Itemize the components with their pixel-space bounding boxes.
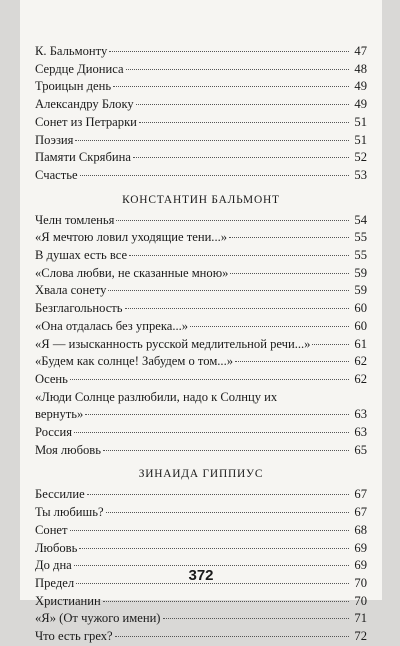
toc-entry <box>35 300 367 318</box>
toc-entry-page: 49 <box>354 97 367 112</box>
toc-entry-title: Сонет из Петрарки <box>35 114 137 129</box>
toc-entry-title: Александру Блоку <box>35 97 134 112</box>
toc-entry <box>35 61 367 79</box>
leader-dots <box>115 636 349 637</box>
leader-dots <box>113 86 349 87</box>
toc-entry <box>35 442 367 460</box>
toc-entry <box>35 149 367 167</box>
toc-entry <box>35 212 367 230</box>
toc-entry-title: Челн томленья <box>35 212 115 227</box>
toc-entry-title: Христианин <box>35 593 101 608</box>
toc-entry-page: 54 <box>354 212 367 227</box>
toc-entry-title: «Слова любви, не сказанные мною» <box>35 265 229 280</box>
toc-entry-title: Бессилие <box>35 487 85 502</box>
toc-entry <box>35 610 367 628</box>
leader-dots <box>125 308 349 309</box>
toc-entry <box>35 628 367 646</box>
toc-entry-page: 67 <box>354 505 367 520</box>
toc-entry-page: 51 <box>354 132 367 147</box>
leader-dots <box>312 344 349 345</box>
toc-entry-page: 59 <box>354 283 367 298</box>
toc-entry-title: Безглагольность <box>35 301 123 316</box>
toc-entry <box>35 282 367 300</box>
toc-entry-page: 60 <box>354 318 367 333</box>
toc-entry <box>35 353 367 371</box>
toc-entry-title: До дна <box>35 558 72 573</box>
toc-entry-page: 63 <box>354 407 367 422</box>
leader-dots <box>109 51 349 52</box>
toc-entry-page: 51 <box>354 114 367 129</box>
toc-entry <box>35 96 367 114</box>
toc-entry-page: 70 <box>354 575 367 590</box>
toc-entry <box>35 336 367 354</box>
toc-entry-page: 52 <box>354 150 367 165</box>
leader-dots <box>75 140 349 141</box>
toc-entry-title: Что есть грех? <box>35 629 113 644</box>
toc-group-balmont <box>35 212 367 460</box>
toc-entry-title: «Я» (От чужого имени) <box>35 611 161 626</box>
toc-entry-page: 62 <box>354 354 367 369</box>
toc-entry-title: «Будем как солнце! Забудем о том...» <box>35 354 234 369</box>
toc-entry <box>35 78 367 96</box>
toc-entry <box>35 593 367 611</box>
toc-entry-title: К. Бальмонту <box>35 44 108 58</box>
leader-dots <box>126 69 349 70</box>
toc-entry-title: Россия <box>35 425 73 440</box>
toc-entry-title: Любовь <box>35 540 78 555</box>
toc-entry-page: 61 <box>354 336 367 351</box>
toc-entry-title-line2: вернуть» <box>35 407 84 422</box>
toc-entry <box>35 265 367 283</box>
toc-entry-page: 53 <box>354 167 367 182</box>
toc-entry-title: Троицын день <box>35 79 112 94</box>
leader-dots <box>163 618 349 619</box>
leader-dots <box>87 494 349 495</box>
author-heading: ЗИНАИДА ГИППИУС <box>138 468 264 481</box>
leader-dots <box>133 157 349 158</box>
toc-entry-title: Поэзия <box>35 132 74 147</box>
toc-group-unnamed <box>35 43 367 185</box>
toc-entry-page: 55 <box>354 230 367 245</box>
toc-entry-page: 59 <box>354 265 367 280</box>
toc-entry-page: 55 <box>354 248 367 263</box>
toc-entry <box>35 522 367 540</box>
toc-entry-title: Моя любовь <box>35 442 101 457</box>
toc-entry-title: Сердце Диониса <box>35 61 124 76</box>
author-heading: КОНСТАНТИН БАЛЬМОНТ <box>122 193 280 206</box>
toc-entry-title: «Я мечтою ловил уходящие тени...» <box>35 230 228 245</box>
toc-entry-page: 70 <box>354 593 367 608</box>
toc-entry-title: Предел <box>35 575 75 590</box>
toc-entry-page: 69 <box>354 540 367 555</box>
toc-entry <box>35 43 367 61</box>
toc-entry-multiline <box>35 389 367 424</box>
leader-dots <box>70 379 349 380</box>
leader-dots <box>70 530 349 531</box>
toc-entry-page: 47 <box>354 44 367 58</box>
toc-entry-title: «Я — изысканность русской медлительной речи...» <box>35 336 311 351</box>
toc-entry <box>35 132 367 150</box>
toc-entry <box>35 114 367 132</box>
leader-dots <box>103 601 349 602</box>
leader-dots <box>116 220 349 221</box>
table-of-contents <box>35 43 367 646</box>
leader-dots <box>230 273 349 274</box>
toc-entry-page: 67 <box>354 487 367 502</box>
leader-dots <box>129 255 349 256</box>
toc-entry <box>35 229 367 247</box>
leader-dots <box>79 548 349 549</box>
toc-entry <box>35 424 367 442</box>
leader-dots <box>108 290 349 291</box>
toc-entry-page: 69 <box>354 558 367 573</box>
toc-entry <box>35 167 367 185</box>
book-page <box>20 0 382 644</box>
leader-dots <box>136 104 349 105</box>
toc-entry-title: Памяти Скрябина <box>35 150 131 165</box>
leader-dots <box>85 414 349 415</box>
toc-entry <box>35 318 367 336</box>
toc-entry-page: 72 <box>354 629 367 644</box>
toc-entry <box>35 540 367 558</box>
toc-entry-page: 48 <box>354 61 367 76</box>
toc-entry-title: «Она отдалась без упрека...» <box>35 318 189 333</box>
leader-dots <box>190 326 349 327</box>
toc-entry-page: 49 <box>354 79 367 94</box>
toc-entry-page: 60 <box>354 301 367 316</box>
toc-entry-page: 65 <box>354 442 367 457</box>
leader-dots <box>235 361 349 362</box>
toc-entry <box>35 486 367 504</box>
toc-entry-title: Сонет <box>35 522 68 537</box>
toc-entry-title: В душах есть все <box>35 248 128 263</box>
page-number: 372 <box>188 567 214 584</box>
toc-entry-title: Счастье <box>35 167 78 182</box>
toc-entry-title: Ты любишь? <box>35 505 104 520</box>
toc-entry-page: 68 <box>354 522 367 537</box>
leader-dots <box>80 175 349 176</box>
toc-entry-title: Осень <box>35 371 68 386</box>
toc-entry <box>35 371 367 389</box>
toc-entry-page: 71 <box>354 611 367 626</box>
toc-entry-page: 62 <box>354 371 367 386</box>
toc-entry-page: 63 <box>354 425 367 440</box>
toc-entry <box>35 504 367 522</box>
leader-dots <box>139 122 349 123</box>
toc-entry-title-line1: «Люди Солнце разлюбили, надо к Солнцу их <box>35 389 278 404</box>
leader-dots <box>103 450 349 451</box>
leader-dots <box>229 237 349 238</box>
leader-dots <box>106 512 349 513</box>
toc-entry <box>35 247 367 265</box>
toc-entry-title: Хвала сонету <box>35 283 107 298</box>
leader-dots <box>74 432 349 433</box>
